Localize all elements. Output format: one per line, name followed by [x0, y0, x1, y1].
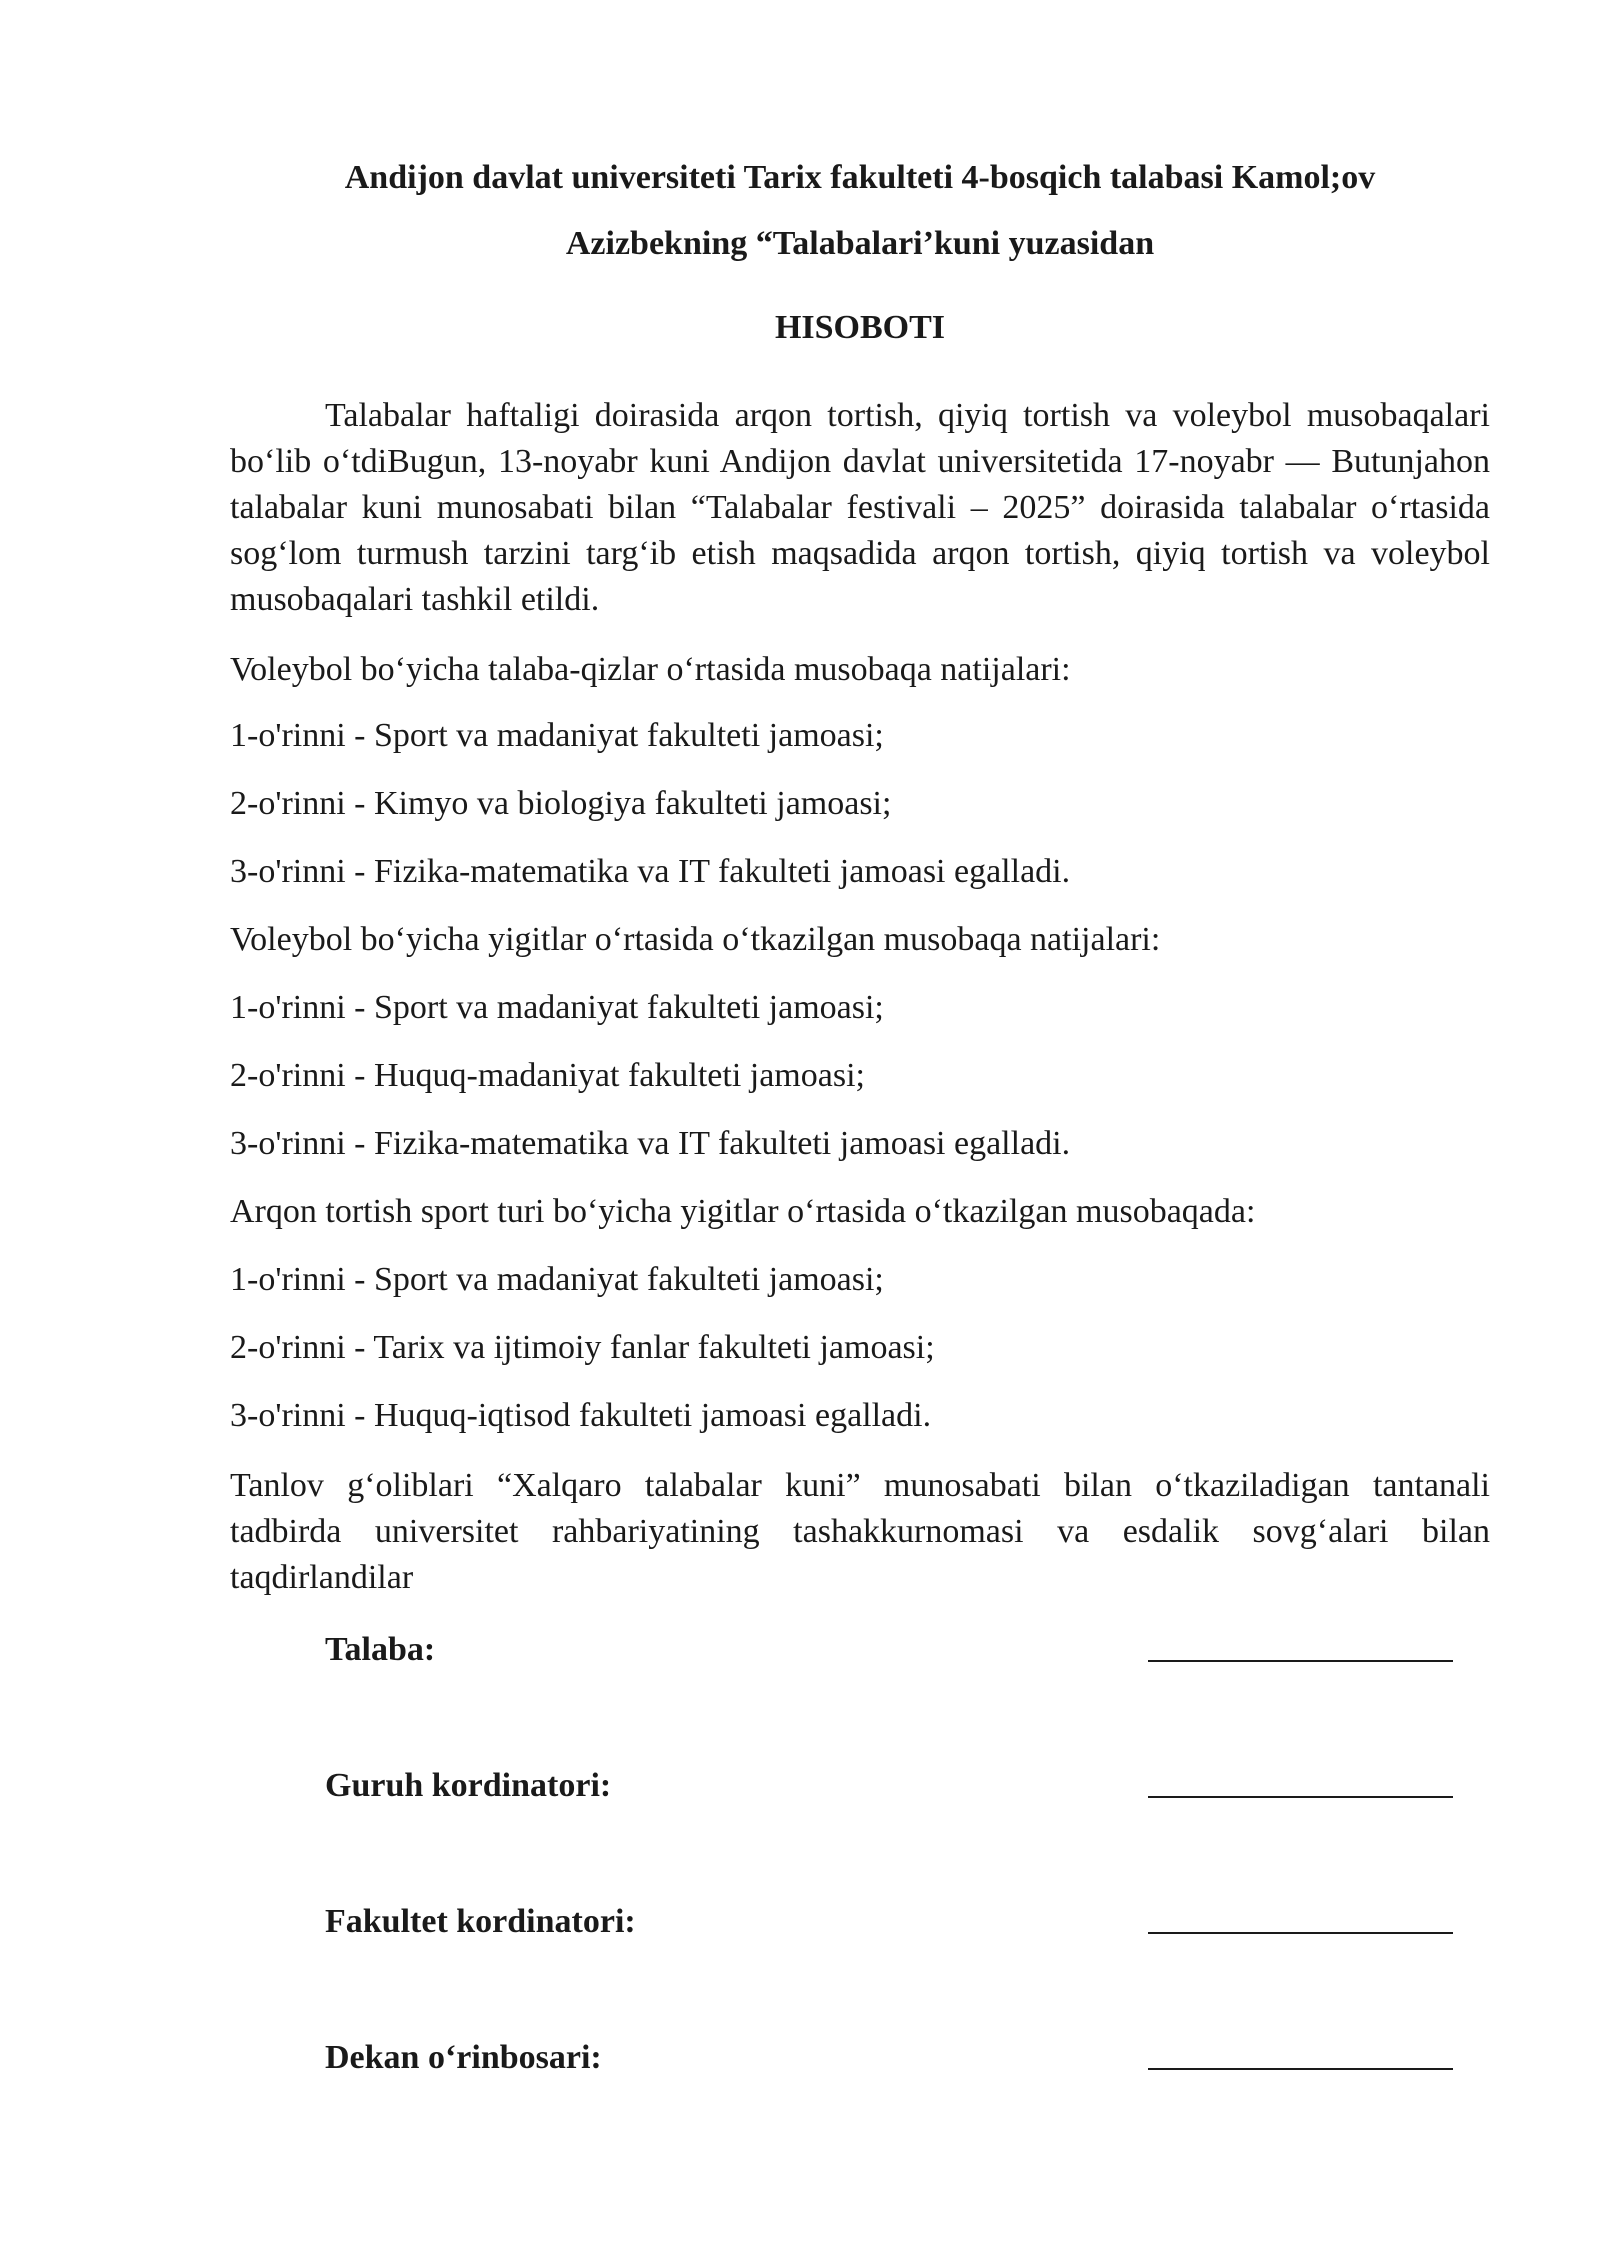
signature-label-student: Talaba:: [325, 1631, 436, 1668]
signature-label-faculty-coordinator: Fakultet kordinatori:: [325, 1903, 636, 1940]
closing-paragraph: Tanlov g‘oliblari “Xalqaro talabalar kuni” munosabati bilan o‘tkaziladigan tantanali tadbirda universitet rahbariyatining tashakkurnomasi va esdalik sovg‘alari bilan taqdirlandilar: [230, 1467, 1490, 1596]
signature-line: [1148, 2068, 1453, 2070]
signature-line: [1148, 1796, 1453, 1798]
section-heading-girls-volleyball: Voleybol bo‘yicha talaba-qizlar o‘rtasida musobaqa natijalari:: [230, 651, 1071, 688]
signature-label-deputy-dean: Dekan o‘rinbosari:: [325, 2039, 602, 2076]
intro-paragraph: Talabalar haftaligi doirasida arqon tortish, qiyiq tortish va voleybol musobaqalari bo‘lib o‘tdiBugun, 13-noyabr kuni Andijon davlat universitetida 17-noyabr — Butunjahon talabalar kuni munosabati bilan “Talabalar festivali – 2025” doirasida talabalar o‘rtasida sog‘lom turmush tarzini targ‘ib etish maqsadida arqon tortish, qiyiq tortish va voleybol musobaqalari tashkil etildi.: [230, 397, 1490, 618]
result-item: 1-o'rinni - Sport va madaniyat fakulteti jamoasi;: [230, 1261, 884, 1298]
result-item: 1-o'rinni - Sport va madaniyat fakulteti jamoasi;: [230, 717, 884, 754]
signature-label-group-coordinator: Guruh kordinatori:: [325, 1767, 612, 1804]
result-item: 2-o'rinni - Huquq-madaniyat fakulteti jamoasi;: [230, 1057, 865, 1094]
section-heading-tug-of-war: Arqon tortish sport turi bo‘yicha yigitlar o‘rtasida o‘tkazilgan musobaqada:: [230, 1193, 1256, 1230]
signature-line: [1148, 1932, 1453, 1934]
section-heading-boys-volleyball: Voleybol bo‘yicha yigitlar o‘rtasida o‘tkazilgan musobaqa natijalari:: [230, 921, 1161, 958]
header-line-2: Azizbekning “Talabalari’kuni yuzasidan: [565, 225, 1155, 262]
signature-line: [1148, 1660, 1453, 1662]
result-item: 3-o'rinni - Fizika-matematika va IT fakulteti jamoasi egalladi.: [230, 853, 1071, 890]
header-line-1: Andijon davlat universiteti Tarix fakulteti 4-bosqich talabasi Kamol;ov: [344, 159, 1376, 196]
result-item: 2-o'rinni - Tarix va ijtimoiy fanlar fakulteti jamoasi;: [230, 1329, 935, 1366]
document-title: HISOBOTI: [774, 309, 946, 346]
result-item: 1-o'rinni - Sport va madaniyat fakulteti jamoasi;: [230, 989, 884, 1026]
result-item: 2-o'rinni - Kimyo va biologiya fakulteti jamoasi;: [230, 785, 892, 822]
result-item: 3-o'rinni - Huquq-iqtisod fakulteti jamoasi egalladi.: [230, 1397, 932, 1434]
result-item: 3-o'rinni - Fizika-matematika va IT fakulteti jamoasi egalladi.: [230, 1125, 1071, 1162]
